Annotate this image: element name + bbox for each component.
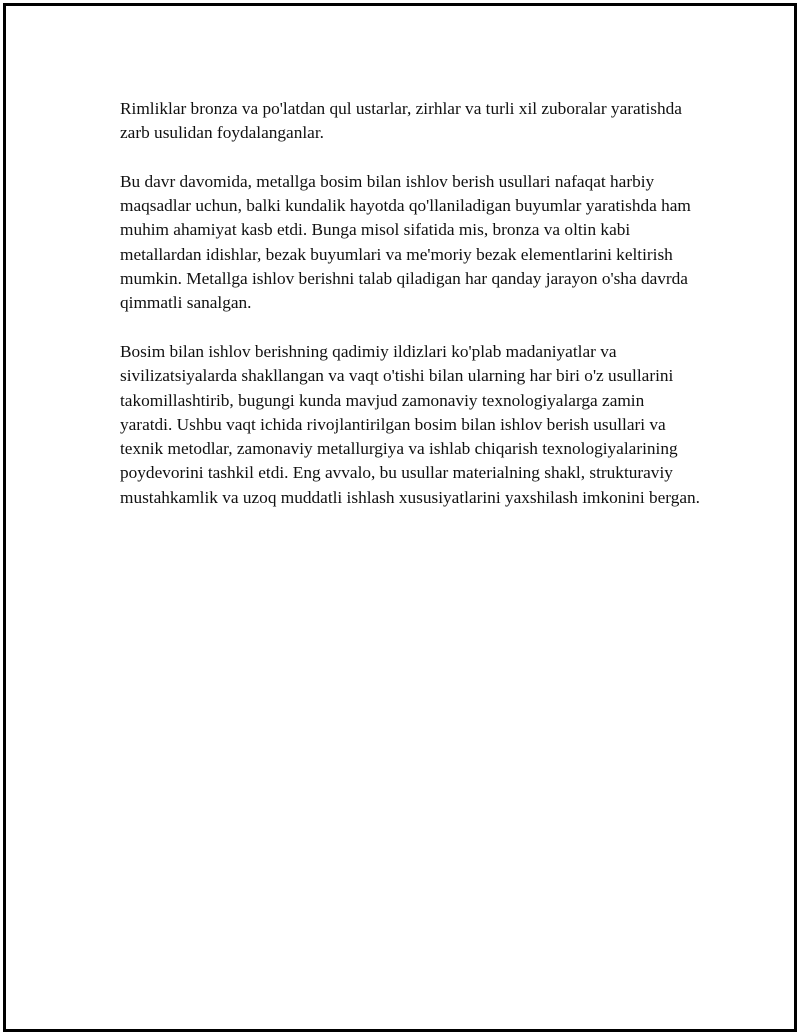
- paragraph-3: Bosim bilan ishlov berishning qadimiy ildizlari ko'plab madaniyatlar va sivilizatsiyalarda shakllangan va vaqt o'tishi bilan ularning har biri o'z usullarini takomillashtirib, bugungi kunda mavjud zamonaviy texnologiyalarga zamin yaratdi. Ushbu vaqt ichida rivojlantirilgan bosim bilan ishlov berish usullari va texnik metodlar, zamonaviy metallurgiya va ishlab chiqarish texnologiyalarining poydevorini tashkil etdi. Eng avvalo, bu usullar materialning shakl, strukturaviy mustahkamlik va uzoq muddatli ishlash xususiyatlarini yaxshilash imkonini bergan.: [120, 341, 700, 507]
- document-page: [3, 3, 797, 1032]
- paragraph-2: Bu davr davomida, metallga bosim bilan ishlov berish usullari nafaqat harbiy maqsadlar uchun, balki kundalik hayotda qo'llaniladigan buyumlar yaratishda ham muhim ahamiyat kasb etdi. Bunga misol sifatida mis, bronza va oltin kabi metallardan idishlar, bezak buyumlari va me'moriy bezak elementlarini keltirish mumkin. Metallga ishlov berishni talab qiladigan har qanday jarayon o'sha davrda qimmatli sanalgan.: [120, 171, 691, 313]
- page-body: [120, 97, 700, 534]
- paragraph-1: Rimliklar bronza va po'latdan qul ustarlar, zirhlar va turli xil zuboralar yaratishda zarb usulidan foydalanganlar.: [120, 99, 682, 143]
